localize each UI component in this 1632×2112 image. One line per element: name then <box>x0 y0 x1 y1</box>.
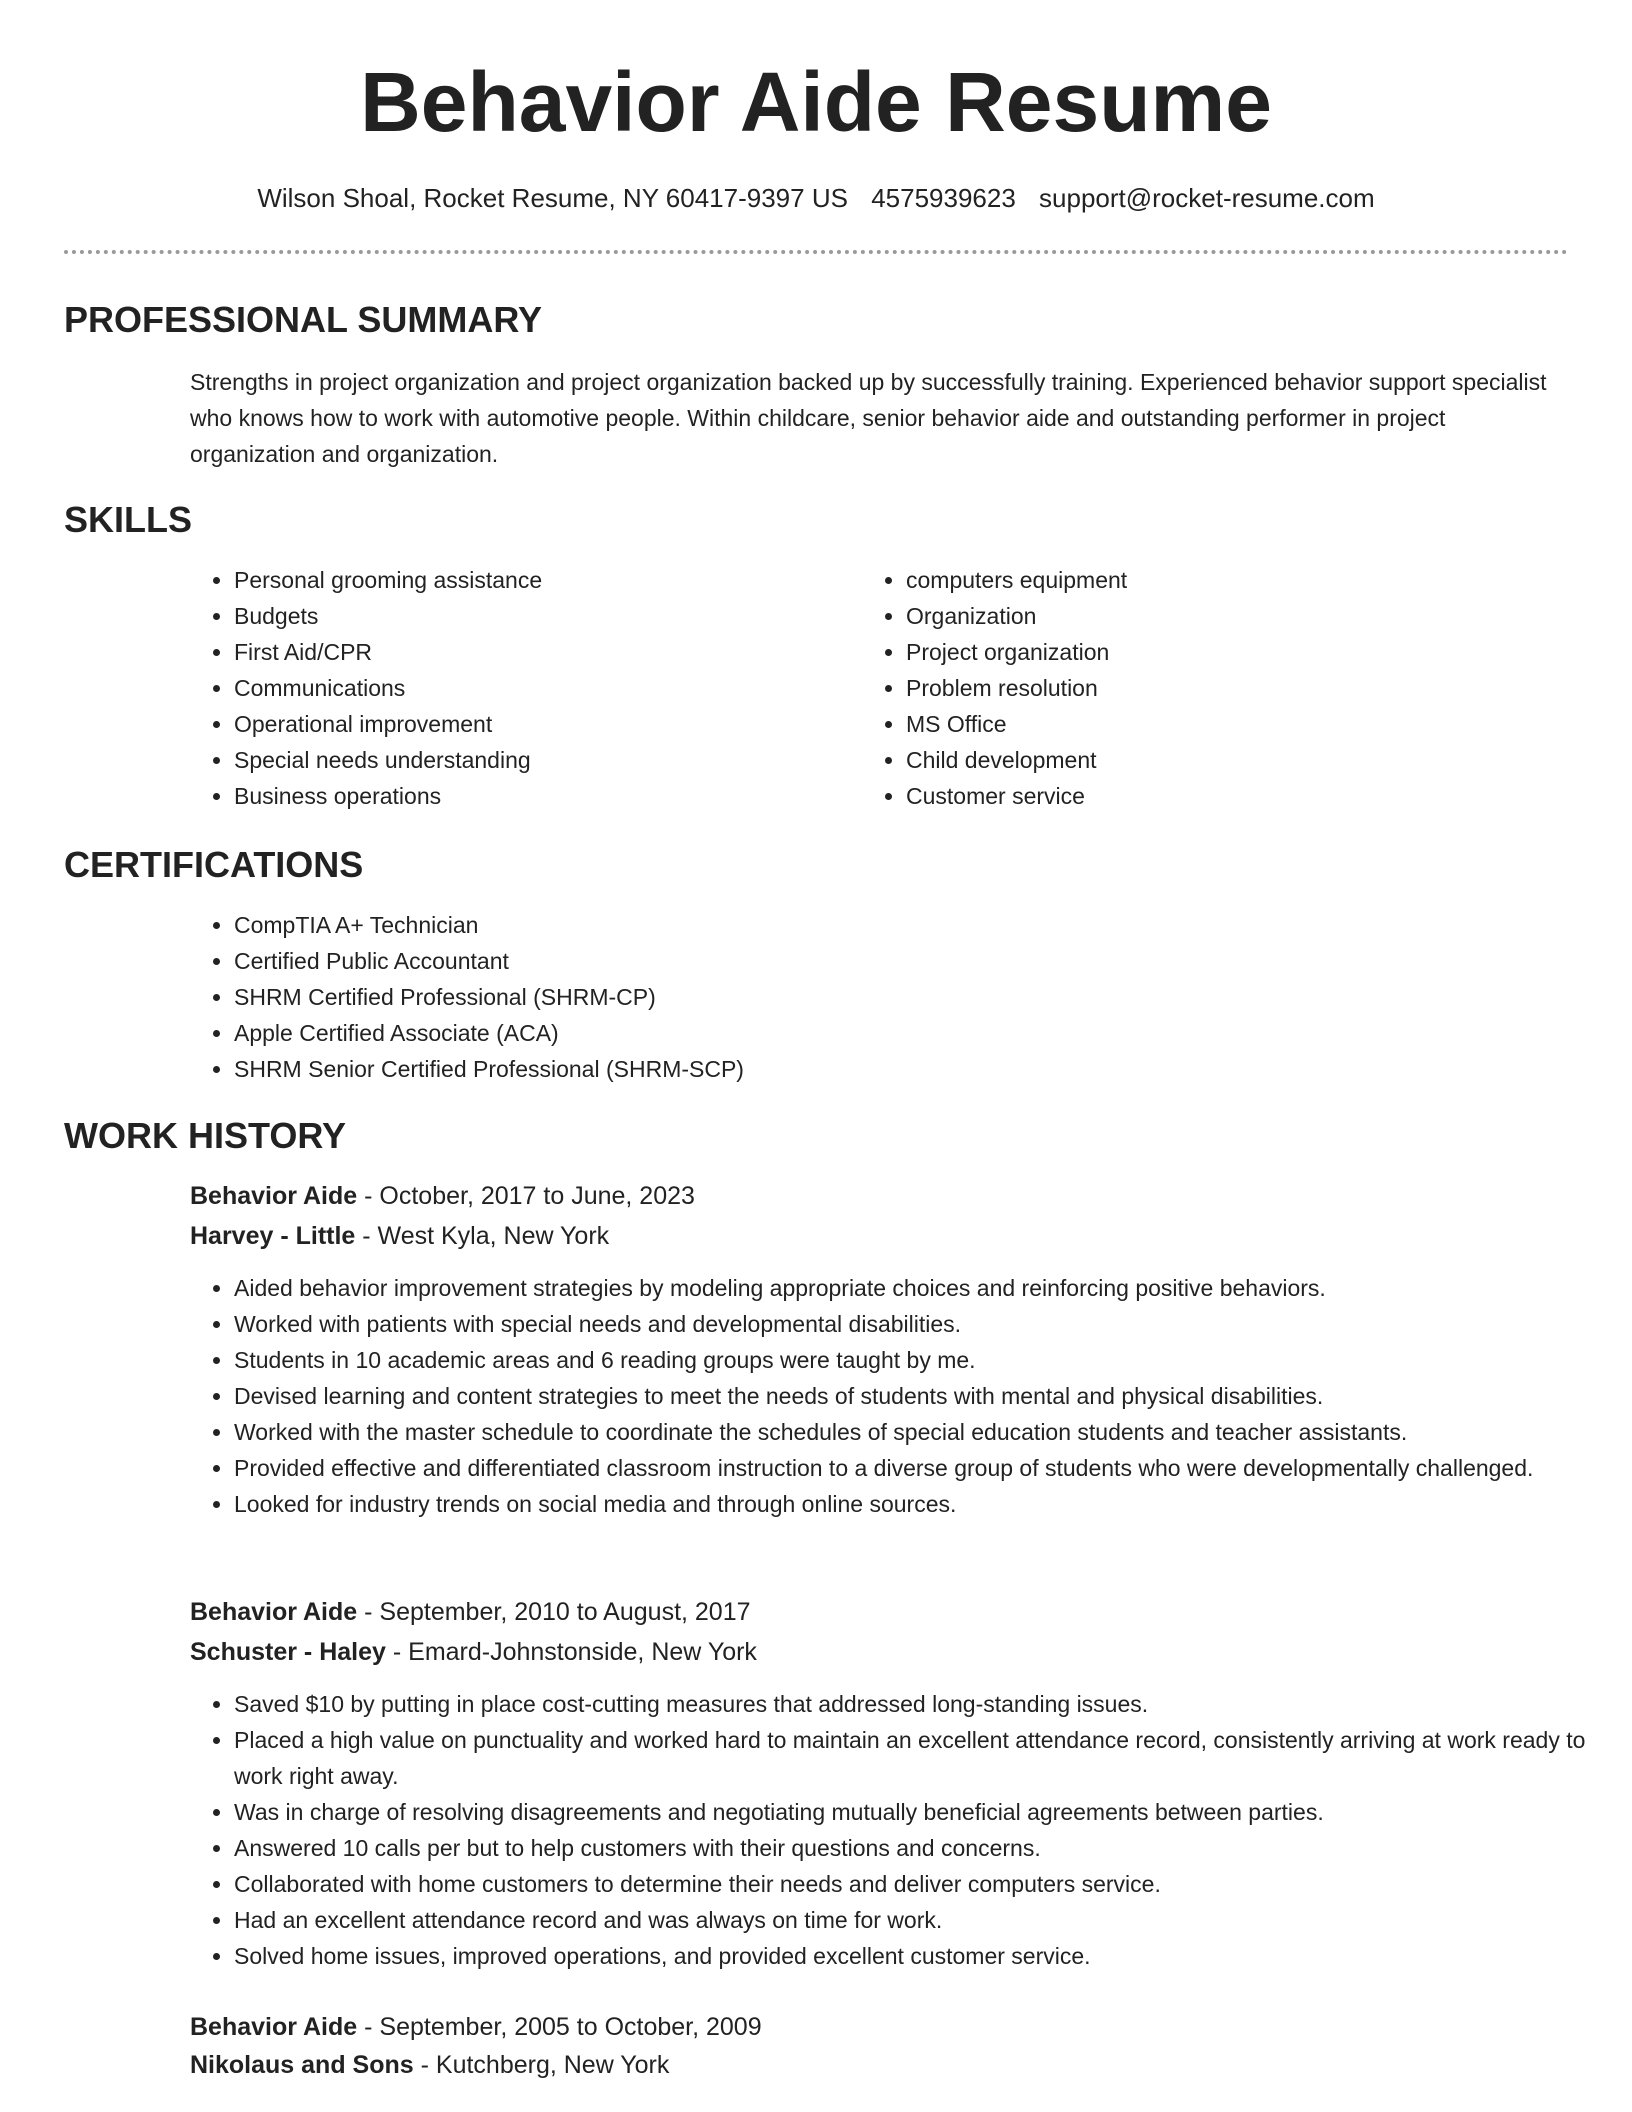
job-bullet: • Worked with the master schedule to coordinate the schedules of special education students and teacher assistants. <box>234 1414 1614 1450</box>
job-bullet: • Looked for industry trends on social media and through online sources. <box>234 1486 1614 1522</box>
job-bullet: • Devised learning and content strategies to meet the needs of students with mental and physical disabilities. <box>234 1378 1614 1414</box>
job-title-line <box>190 1176 695 1216</box>
job-bullet: • Collaborated with home customers to determine their needs and deliver computers service. <box>234 1866 1614 1902</box>
skill-item: • Budgets <box>234 598 854 634</box>
job-bullets <box>190 1686 1614 1974</box>
job-bullet: • Saved $10 by putting in place cost-cutting measures that addressed long-standing issues. <box>234 1686 1614 1722</box>
contact-phone: 4575939623 <box>871 183 1016 213</box>
certification-item: • Apple Certified Associate (ACA) <box>234 1015 1534 1051</box>
job-company-line <box>190 2045 669 2085</box>
job-bullet: • Provided effective and differentiated classroom instruction to a diverse group of students who were developmentally challenged. <box>234 1450 1614 1486</box>
job-bullet: • Placed a high value on punctuality and worked hard to maintain an excellent attendance record, consistently arriving at work ready to work right away. <box>234 1722 1614 1794</box>
skill-item: • Organization <box>906 598 1526 634</box>
section-title-summary: PROFESSIONAL SUMMARY <box>64 299 543 340</box>
job-title-line <box>190 2007 762 2047</box>
skills-list-right <box>862 562 1526 814</box>
job-company-line <box>190 1216 609 1256</box>
contact-address: Wilson Shoal, Rocket Resume, NY 60417-9397 US <box>257 183 848 213</box>
certifications-list <box>190 907 1534 1087</box>
job-bullet: • Had an excellent attendance record and was always on time for work. <box>234 1902 1614 1938</box>
skill-item: • MS Office <box>906 706 1526 742</box>
resume-title: Behavior Aide Resume <box>360 55 1272 149</box>
skill-item: • First Aid/CPR <box>234 634 854 670</box>
section-title-skills: SKILLS <box>64 499 193 540</box>
skill-item: • Problem resolution <box>906 670 1526 706</box>
skill-item: • Personal grooming assistance <box>234 562 854 598</box>
job-company-line <box>190 1632 757 1672</box>
job-title-line <box>190 1592 751 1632</box>
skill-item: • Business operations <box>234 778 854 814</box>
skill-item: • Child development <box>906 742 1526 778</box>
job-company: Nikolaus and Sons <box>190 2051 414 2079</box>
header-divider <box>64 250 1568 254</box>
job-bullet: • Aided behavior improvement strategies by modeling appropriate choices and reinforcing positive behaviors. <box>234 1270 1614 1306</box>
job-title: Behavior Aide <box>190 1182 358 1210</box>
job-company: Harvey - Little <box>190 1222 356 1250</box>
job-location: - Emard-Johnstonside, New York <box>385 1638 757 1666</box>
section-title-certifications: CERTIFICATIONS <box>64 844 364 885</box>
job-dates: - September, 2010 to August, 2017 <box>357 1598 751 1626</box>
section-title-work-history: WORK HISTORY <box>64 1115 347 1156</box>
job-bullet: • Students in 10 academic areas and 6 reading groups were taught by me. <box>234 1342 1614 1378</box>
skill-item: • Special needs understanding <box>234 742 854 778</box>
skills-list-left <box>190 562 854 814</box>
job-dates: - October, 2017 to June, 2023 <box>357 1182 695 1210</box>
job-bullet: • Worked with patients with special needs and developmental disabilities. <box>234 1306 1614 1342</box>
job-title: Behavior Aide <box>190 1598 358 1626</box>
job-bullets <box>190 1270 1614 1522</box>
skill-item: • Customer service <box>906 778 1526 814</box>
skill-item: • Communications <box>234 670 854 706</box>
contact-email: support@rocket-resume.com <box>1039 183 1375 213</box>
summary-text: Strengths in project organization and project organization backed up by successfully training. Experienced behavior support specialist who knows how to work with automotive people. Within childcare, senior behavior aide and outstanding performer in project organization and organization. <box>190 369 1547 467</box>
skill-item: • Project organization <box>906 634 1526 670</box>
job-dates: - September, 2005 to October, 2009 <box>357 2013 762 2041</box>
certification-item: • CompTIA A+ Technician <box>234 907 1534 943</box>
certification-item: • SHRM Senior Certified Professional (SHRM-SCP) <box>234 1051 1534 1087</box>
certification-item: • Certified Public Accountant <box>234 943 1534 979</box>
certification-item: • SHRM Certified Professional (SHRM-CP) <box>234 979 1534 1015</box>
job-company: Schuster - Haley <box>190 1638 386 1666</box>
job-bullet: • Was in charge of resolving disagreements and negotiating mutually beneficial agreements between parties. <box>234 1794 1614 1830</box>
skill-item: • computers equipment <box>906 562 1526 598</box>
contact-line <box>0 182 1632 214</box>
skill-item: • Operational improvement <box>234 706 854 742</box>
job-location: - Kutchberg, New York <box>413 2051 670 2079</box>
job-title: Behavior Aide <box>190 2013 358 2041</box>
job-location: - West Kyla, New York <box>355 1222 610 1250</box>
job-bullet: • Answered 10 calls per but to help customers with their questions and concerns. <box>234 1830 1614 1866</box>
job-bullet: • Solved home issues, improved operations, and provided excellent customer service. <box>234 1938 1614 1974</box>
